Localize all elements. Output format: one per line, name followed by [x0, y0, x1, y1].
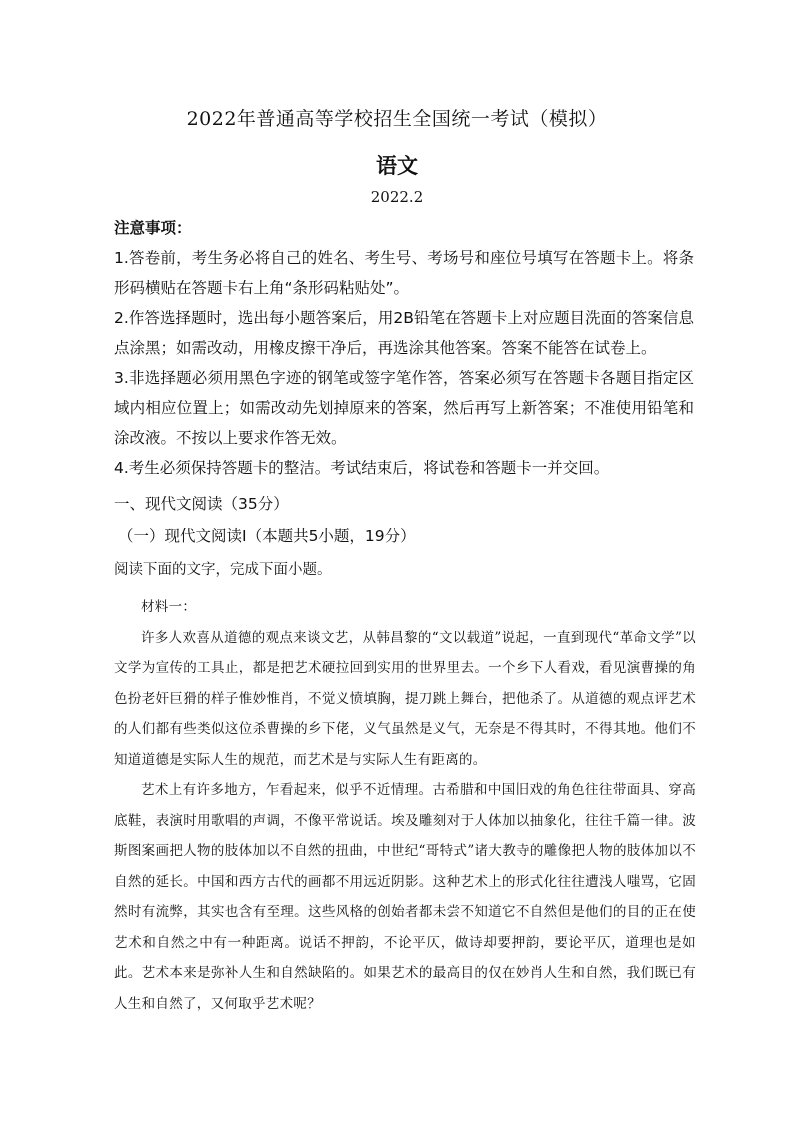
subject-title: 语文 — [376, 153, 418, 178]
material-paragraph-1: 许多人欢喜从道德的观点来谈文艺，从韩昌黎的“文以载道”说起，一直到现代“革命文学”以文学为宣传的工具止，都是把艺术硬拉回到实用的世界里去。一个乡下人看戏，看见演曹操的角色扮老奸巨猾的样子惟妙惟肖，不觉义愤填胸，提刀跳上舞台，把他杀了。从道德的观点评艺术的人们都有些类似这位杀曹操的乡下佬，义气虽然是义气，无奈是不得其时，不得其地。他们不知道道德是实际人生的规范，而艺术是与实际人生有距离的。 — [114, 629, 696, 768]
notice-heading: 注意事项： — [114, 219, 192, 237]
notice-item-3: 3.非选择题必须用黑色字迹的钢笔或签字笔作答，答案必须写在答题卡各题目指定区域内相应位置上；如需改动先划掉原来的答案，然后再写上新答案；不准使用铅笔和涂改液。不按以上要求作答无效。 — [114, 369, 694, 447]
notice-block — [114, 213, 694, 483]
section-heading-part1: 一、现代文阅读（35分） — [114, 495, 289, 513]
notice-item-4: 4.考生必须保持答题卡的整洁。考试结束后，将试卷和答题卡一并交回。 — [114, 459, 610, 477]
exam-title: 2022年普通高等学校招生全国统一考试（模拟） — [186, 108, 608, 130]
material-label: 材料一： — [141, 599, 197, 615]
exam-date: 2022.2 — [370, 188, 424, 206]
material-paragraph-2: 艺术上有许多地方，乍看起来，似乎不近情理。古希腊和中国旧戏的角色往往带面具、穿高底鞋，表演时用歌唱的声调，不像平常说话。埃及雕刻对于人体加以抽象化，往往千篇一律。波斯图案画把人物的肢体加以不自然的扭曲，中世纪“哥特式”诸大教寺的雕像把人物的肢体加以不自然的延长。中国和西方古代的画都不用远近阴影。这种艺术上的形式化往往遭浅人嗤骂，它固然时有流弊，其实也含有至理。这些风格的创始者都未尝不知道它不自然但是他们的目的正在使艺术和自然之中有一种距离。说话不押韵，不论平仄，做诗却要押韵，要论平仄，道理也是如此。艺术本来是弥补人生和自然缺陷的。如果艺术的最高目的仅在妙肖人生和自然，我们既已有人生和自然了，又何取乎艺术呢？ — [114, 782, 696, 1012]
reading-material — [114, 592, 696, 1019]
reading-instruction: 阅读下面的文字，完成下面小题。 — [114, 562, 332, 578]
notice-item-1: 1.答卷前，考生务必将自己的姓名、考生号、考场号和座位号填写在答题卡上。将条形码横贴在答题卡右上角“条形码粘贴处”。 — [114, 249, 694, 297]
notice-item-2: 2.作答选择题时，选出每小题答案后，用2B铅笔在答题卡上对应题目洗面的答案信息点涂黑；如需改动，用橡皮擦干净后，再选涂其他答案。答案不能答在试卷上。 — [114, 309, 694, 357]
section-heading-part1-sub: （一）现代文阅读Ⅰ（本题共5小题，19分） — [118, 527, 416, 545]
